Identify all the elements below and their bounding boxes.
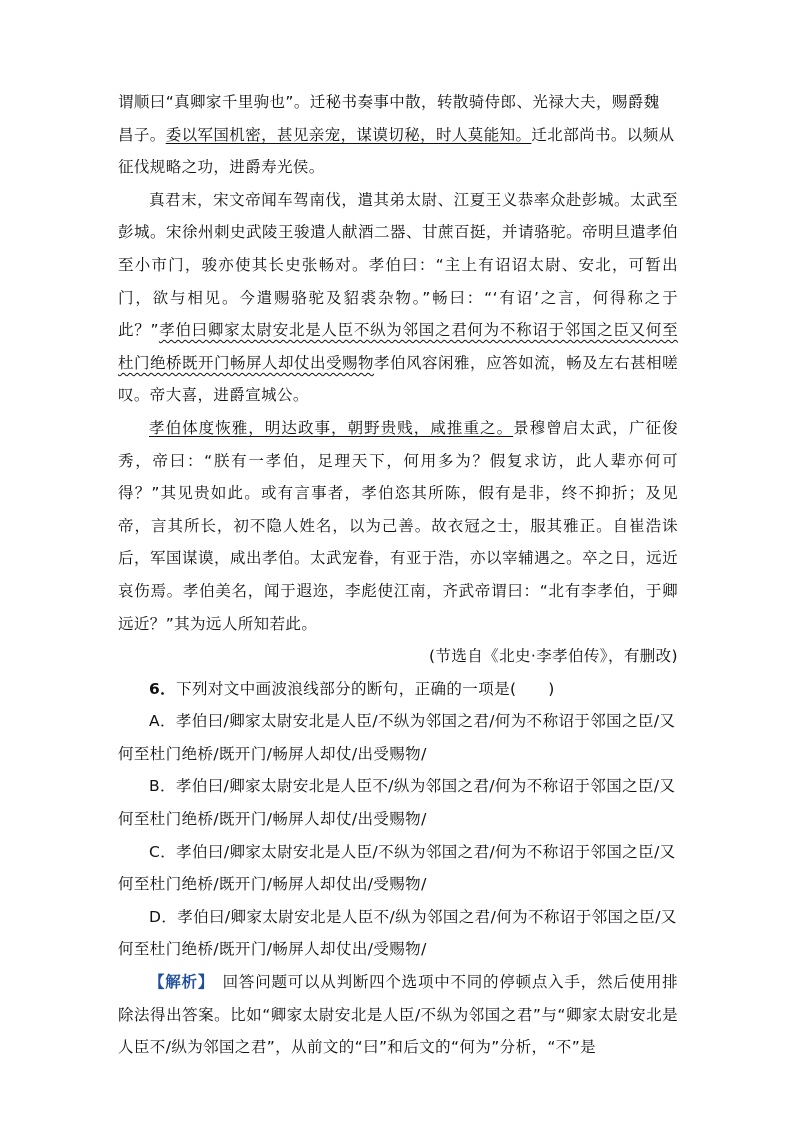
option-line: 何至杜门绝桥/既开门/畅屏人却仗/出受赐物/ [118,744,427,763]
paragraph-1 [118,86,678,184]
option-a [118,705,678,770]
option-line: A．孝伯曰/卿家太尉安北是人臣/不纵为邻国之君/何为不称诏于邻国之臣/又 [149,712,676,731]
paragraph-2 [118,184,678,412]
question-number: 6． [149,679,177,698]
option-line: C．孝伯曰/卿家太尉安北是人臣/不纵为邻国之君/何为不称诏于邻国之臣/又 [149,842,676,861]
text-segment: 真君末，宋文帝闻车驾南伐，遣其弟太尉、江夏王义恭率众赴彭城。太武至彭城。宋徐州刺史武陵王骏遣人献酒二器、甘蔗百挺，并请骆驼。帝明旦遣孝伯至小市门，骏亦使其长史张畅对。孝伯曰：“主上有诏诏太尉、安北，可暂出门，欲与相见。今遣赐骆驼及貂裘杂物。”畅曰：“‘有诏’之言，何得称之于此？” [118,190,678,340]
document-page [118,86,678,1064]
underlined-sentence: 孝伯体度恢雅，明达政事，朝野贵贱，咸推重之。 [149,418,514,437]
text-line [118,119,678,152]
text-line: 谓顺曰“真卿家千里驹也”。迁秘书奏事中散，转散骑侍郎、光禄大夫，赐爵魏 [118,93,660,111]
question-stem [118,673,678,706]
option-line: B．孝伯曰/卿家太尉安北是人臣不/纵为邻国之君/何为不称诏于邻国之臣/又 [149,777,676,796]
analysis-text: 回答问题可以从判断四个选项中不同的停顿点入手，然后使用排除法得出答案。比如“卿家太尉安北是人臣/不纵为邻国之君”与“卿家太尉安北是人臣不/纵为邻国之君”，从前文的“曰”和后文的“何为”分析，“不”是 [118,973,678,1057]
wavy-underlined-passage: 孝伯曰卿家太尉安北是人臣不纵为邻国之君何为不称诏于邻国之臣又何至杜门绝桥既开门畅屏人却仗出受赐物 [118,321,678,372]
text-segment: 孝伯风容闲雅，应答如流，畅及左右甚相嗟叹。帝大喜，进爵宣城公。 [118,353,678,405]
option-line: D．孝伯曰/卿家太尉安北是人臣不/纵为邻国之君/何为不称诏于邻国之臣/又 [149,907,677,926]
option-d [118,901,678,966]
option-c [118,836,678,901]
text-segment: 昌子。 [118,125,166,144]
option-line: 何至杜门绝桥/既开门/畅屏人却仗/出受赐物/ [118,810,427,829]
analysis-paragraph [118,966,678,1064]
question-text: 下列对文中画波浪线部分的断句，正确的一项是( ) [176,679,555,698]
option-line: 何至杜门绝桥/既开门/畅屏人却仗出/受赐物/ [118,940,427,959]
question-6 [118,673,678,966]
underlined-sentence: 委以军国机密，甚见亲宠，谋谟切秘，时人莫能知。 [165,125,532,144]
text-segment: 迁北部尚书。以频从 [531,125,675,144]
paragraph-3 [118,412,678,640]
option-b [118,770,678,835]
text-line: 征伐规略之功，进爵寿光侯。 [118,158,325,177]
analysis-label: 【解析】 [149,973,207,992]
text-segment: 景穆曾启太武，广征俊秀，帝曰：“朕有一孝伯，足理天下，何用多为？假复求访，此人辈亦何可得？”其见贵如此。或有言事者，孝伯恣其所陈，假有是非，终不抑折；及见帝，言其所长，初不隐人姓名，以为己善。故衣冠之士，服其雅正。自崔浩诛后，军国谋谟，咸出孝伯。太武宠眷，有亚于浩，亦以宰辅遇之。卒之日，远近哀伤焉。孝伯美名，闻于遐迩，李彪使江南，齐武帝谓曰：“北有李孝伯，于卿远近？”其为远人所知若此。 [118,418,678,633]
option-line: 何至杜门绝桥/既开门/畅屏人却仗出/受赐物/ [118,875,427,894]
source-citation: (节选自《北史·李孝伯传》，有删改) [429,647,678,666]
